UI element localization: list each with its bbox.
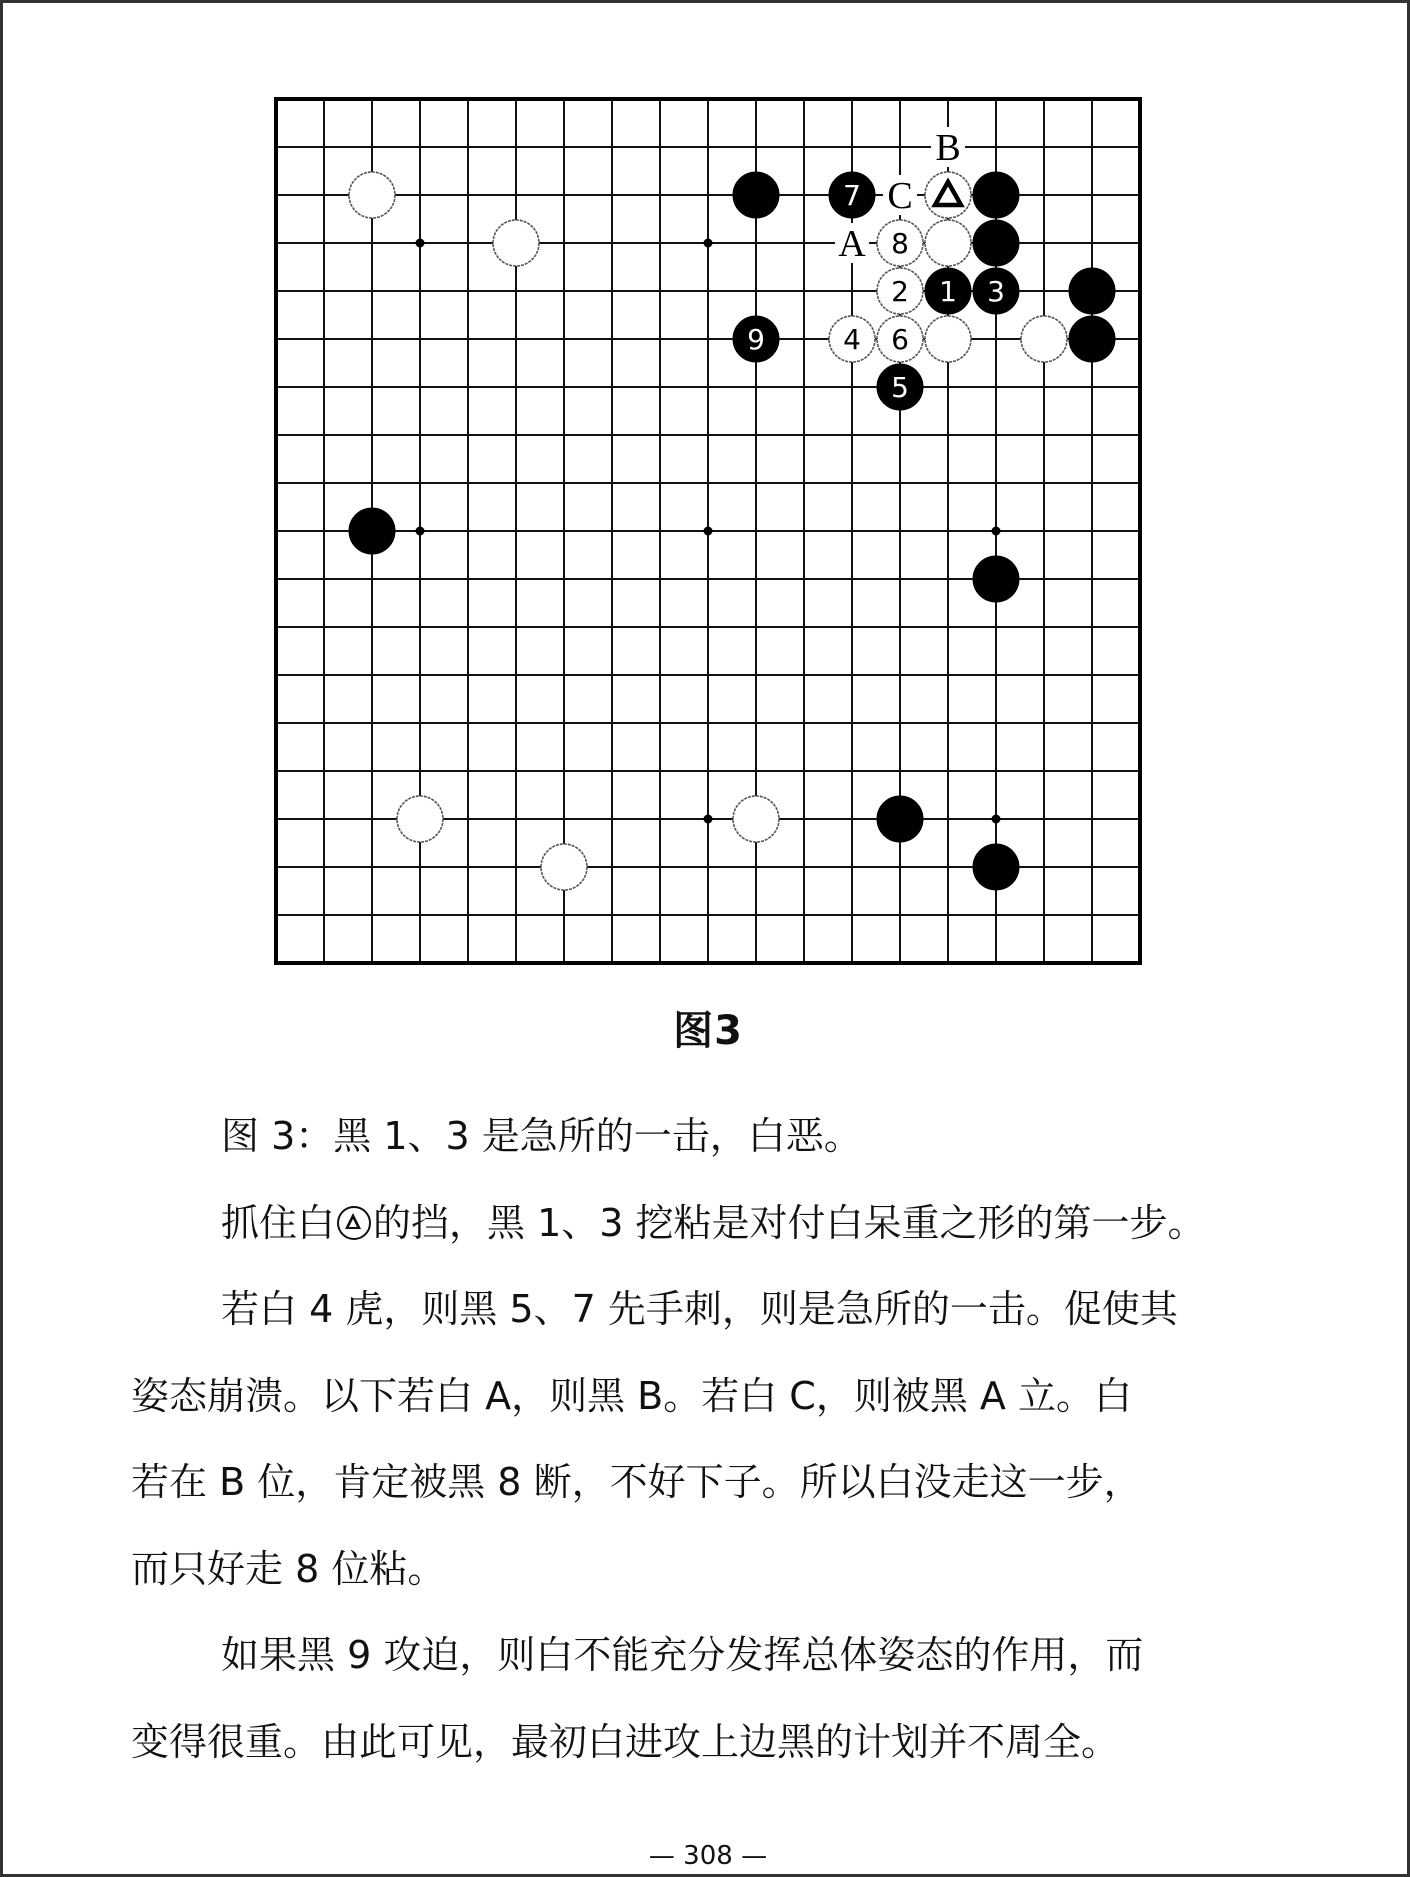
move-number: 6: [891, 323, 909, 356]
black-stone: [349, 508, 395, 554]
star-point: [704, 527, 713, 536]
white-stone: [925, 316, 971, 362]
paragraph-1: [131, 1093, 1291, 1180]
black-stone: [877, 796, 923, 842]
board-letter-c: C: [887, 175, 913, 217]
board-letter-b: B: [935, 127, 961, 169]
white-stone: [541, 844, 587, 890]
paragraph-4: [131, 1612, 1291, 1785]
text-line: 如果黑 9 攻迫，则白不能充分发挥总体姿态的作用，而: [221, 1633, 1144, 1677]
black-stone: [973, 556, 1019, 602]
move-number: 3: [987, 275, 1005, 308]
white-stone: [397, 796, 443, 842]
star-point: [416, 239, 425, 248]
go-board: [3, 3, 1410, 1003]
black-stone: [1069, 268, 1115, 314]
text-line: 姿态崩溃。以下若白 A，则黑 B。若白 C，则被黑 A 立。白: [131, 1373, 1132, 1418]
page-number: — 308 —: [648, 1841, 768, 1871]
text-line: 变得很重。由此可见，最初白进攻上边黑的计划并不周全。: [131, 1719, 1120, 1764]
star-point: [992, 815, 1001, 824]
figure-caption: 图3: [673, 1008, 743, 1054]
black-stone: [973, 172, 1019, 218]
circled-triangle-icon: [337, 1206, 371, 1240]
star-point: [704, 239, 713, 248]
paragraph-3: [131, 1266, 1291, 1612]
black-stone: [973, 220, 1019, 266]
text-line: [131, 1180, 1291, 1267]
move-number: 4: [843, 323, 861, 356]
star-point: [416, 527, 425, 536]
black-stone: [973, 844, 1019, 890]
black-stone: [733, 172, 779, 218]
text-fragment: 抓住白: [221, 1200, 336, 1245]
text-line: 若白 4 虎，则黑 5、7 先手刺，则是急所的一击。促使其: [221, 1287, 1178, 1331]
text-line: 若在 B 位，肯定被黑 8 断，不好下子。所以白没走这一步，: [131, 1460, 1142, 1504]
move-number: 7: [843, 179, 861, 212]
board-letter-a: A: [838, 223, 866, 265]
move-number: 1: [939, 275, 957, 308]
move-number: 2: [891, 275, 909, 308]
black-stone: [1069, 316, 1115, 362]
move-number: 5: [891, 371, 909, 404]
white-stone: [493, 220, 539, 266]
white-stone: [925, 220, 971, 266]
text-line: 图 3：黑 1、3 是急所的一击，白恶。: [221, 1114, 862, 1158]
white-stone: [1021, 316, 1067, 362]
star-point: [704, 815, 713, 824]
white-stone: [349, 172, 395, 218]
white-stone: [733, 796, 779, 842]
text-fragment: 的挡，黑 1、3 挖粘是对付白呆重之形的第一步。: [373, 1200, 1206, 1245]
star-point: [992, 527, 1001, 536]
move-number: 9: [747, 323, 765, 356]
go-board-diagram: [3, 3, 1410, 1003]
commentary-text: [131, 1093, 1291, 1785]
paragraph-2: [131, 1180, 1291, 1267]
text-line: 而只好走 8 位粘。: [131, 1546, 446, 1591]
move-number: 8: [891, 227, 909, 260]
